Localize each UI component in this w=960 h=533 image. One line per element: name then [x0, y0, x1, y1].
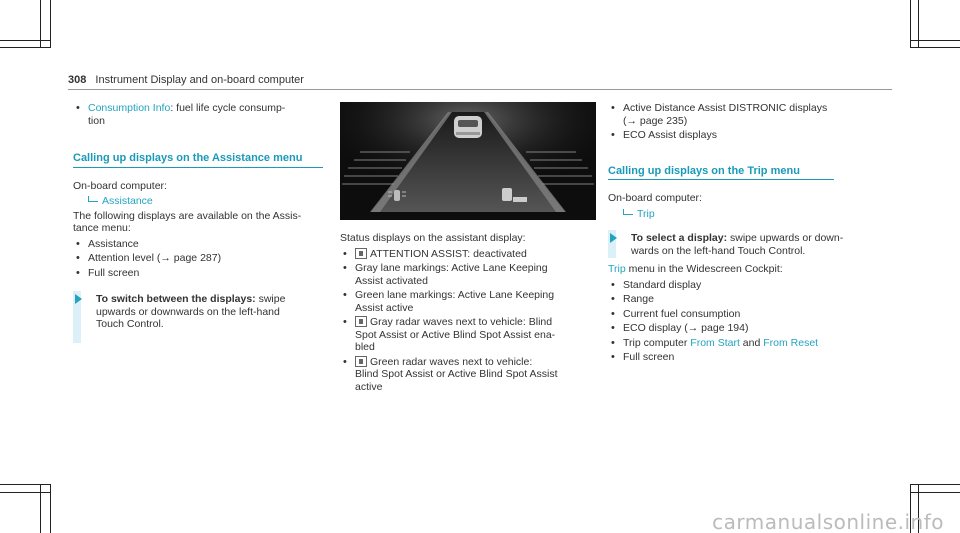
- onboard-label: On-board computer:: [608, 192, 702, 204]
- list-item: • ECO Assist displays: [608, 129, 868, 142]
- return-arrow-icon: [88, 196, 98, 202]
- consumption-info-link[interactable]: Consumption Info: [88, 102, 171, 114]
- list-item: • Full screen: [608, 351, 868, 364]
- trip-menu-link[interactable]: Trip: [637, 207, 655, 220]
- list-item-text: Assist activated: [355, 274, 428, 287]
- list-item-text: Green radar waves next to vehicle:: [370, 355, 533, 368]
- crop-mark: [0, 47, 50, 48]
- instruction-text: swipe: [255, 293, 286, 305]
- trip-menu-intro: [608, 263, 868, 276]
- instruction-bold: To select a display:: [631, 232, 728, 244]
- assistance-display-svg: [340, 102, 596, 220]
- return-arrow-icon: [623, 209, 633, 215]
- column-3: [608, 102, 868, 366]
- instruction-block: [608, 232, 868, 257]
- assistance-menu-link[interactable]: Assistance: [102, 195, 153, 207]
- intro-text: [73, 210, 323, 235]
- list-item-text: Active Distance Assist DISTRONIC displays: [623, 102, 828, 114]
- list-item: [608, 102, 868, 127]
- play-arrow-icon: [610, 233, 617, 243]
- list-item: • Standard display: [608, 279, 868, 292]
- list-item: [73, 102, 323, 127]
- crop-mark: [0, 40, 50, 41]
- trip-text: menu in the Widescreen Cockpit:: [625, 263, 783, 275]
- play-arrow-icon: [75, 294, 82, 304]
- menu-path: [73, 195, 323, 208]
- list-item: [340, 262, 596, 287]
- intro-line: tance menu:: [73, 222, 131, 234]
- assistance-display-image: [340, 102, 596, 220]
- attention-assist-off-icon: [355, 248, 367, 259]
- crop-mark: [0, 492, 50, 493]
- crop-mark: [40, 484, 41, 533]
- list-item-text: Gray lane markings: Active Lane Keeping: [355, 262, 548, 274]
- crop-mark: [910, 40, 960, 41]
- instruction-text: wards on the left-hand Touch Control.: [631, 244, 806, 257]
- menu-path: [608, 208, 868, 221]
- list-item-text: tion: [88, 114, 105, 127]
- intro-line: The following displays are available on the Assis-: [73, 209, 302, 222]
- from-reset-link[interactable]: From Reset: [763, 336, 819, 349]
- blind-spot-icon: [355, 316, 367, 327]
- list-item-text: Spot Assist or Active Blind Spot Assist ena-: [355, 328, 556, 341]
- list-item-text: Assist active: [355, 301, 414, 314]
- crop-mark: [0, 484, 50, 485]
- instruction-text: Touch Control.: [96, 318, 164, 330]
- list-item: [340, 289, 596, 314]
- header-rule: [68, 89, 892, 90]
- list-item: • Current fuel consumption: [608, 308, 868, 321]
- list-item-text: Trip computer: [623, 336, 691, 349]
- instruction-text: upwards or downwards on the left-hand: [96, 305, 280, 318]
- onboard-label: On-board computer:: [73, 179, 167, 192]
- list-item-text: Gray radar waves next to vehicle: Blind: [370, 316, 553, 328]
- assistance-list: [73, 238, 323, 280]
- list-item: [340, 316, 596, 354]
- list-item-text: : fuel life cycle consump-: [170, 102, 286, 114]
- list-item: • Range: [608, 293, 868, 306]
- list-item: • Assistance: [73, 238, 323, 251]
- column-1: [73, 102, 323, 331]
- section-heading: Calling up displays on the Trip menu: [608, 165, 834, 181]
- status-intro: Status displays on the assistant display:: [340, 232, 526, 244]
- list-item-text: Blind Spot Assist or Active Blind Spot Assist: [355, 368, 558, 380]
- car-icon: [454, 116, 482, 138]
- trip-list: [608, 279, 868, 364]
- crop-mark: [50, 484, 51, 533]
- list-item-text: bled: [355, 341, 375, 353]
- list-item: • Attention level (→ page 287): [73, 252, 323, 265]
- instruction-text: swipe upwards or down-: [727, 232, 844, 244]
- page-number: 308: [68, 74, 87, 86]
- crop-mark: [50, 0, 51, 48]
- watermark: carmanualsonline.info: [712, 509, 944, 533]
- page-header: [68, 74, 304, 87]
- from-start-link[interactable]: From Start: [690, 336, 740, 349]
- page-header-title: Instrument Display and on-board computer: [95, 74, 304, 86]
- list-item-text: ATTENTION ASSIST: deactivated: [370, 247, 527, 260]
- list-item: • ECO display (→ page 194): [608, 322, 868, 335]
- crop-mark: [910, 47, 960, 48]
- list-item: [340, 356, 596, 394]
- list-item: [608, 337, 868, 350]
- list-item-text: (→ page 235): [623, 114, 688, 127]
- trip-link[interactable]: Trip: [608, 263, 626, 275]
- instruction-bold: To switch between the displays:: [96, 293, 256, 305]
- list-item: [340, 248, 596, 261]
- blind-spot-icon: [355, 356, 367, 367]
- list-item-text: Green lane markings: Active Lane Keeping: [355, 289, 555, 301]
- list-item: • Full screen: [73, 267, 323, 280]
- instruction-block: [73, 293, 323, 331]
- list-item-text: and: [739, 336, 764, 349]
- section-heading: Calling up displays on the Assistance menu: [73, 152, 323, 168]
- column-2: [340, 102, 596, 395]
- list-item-text: active: [355, 380, 383, 393]
